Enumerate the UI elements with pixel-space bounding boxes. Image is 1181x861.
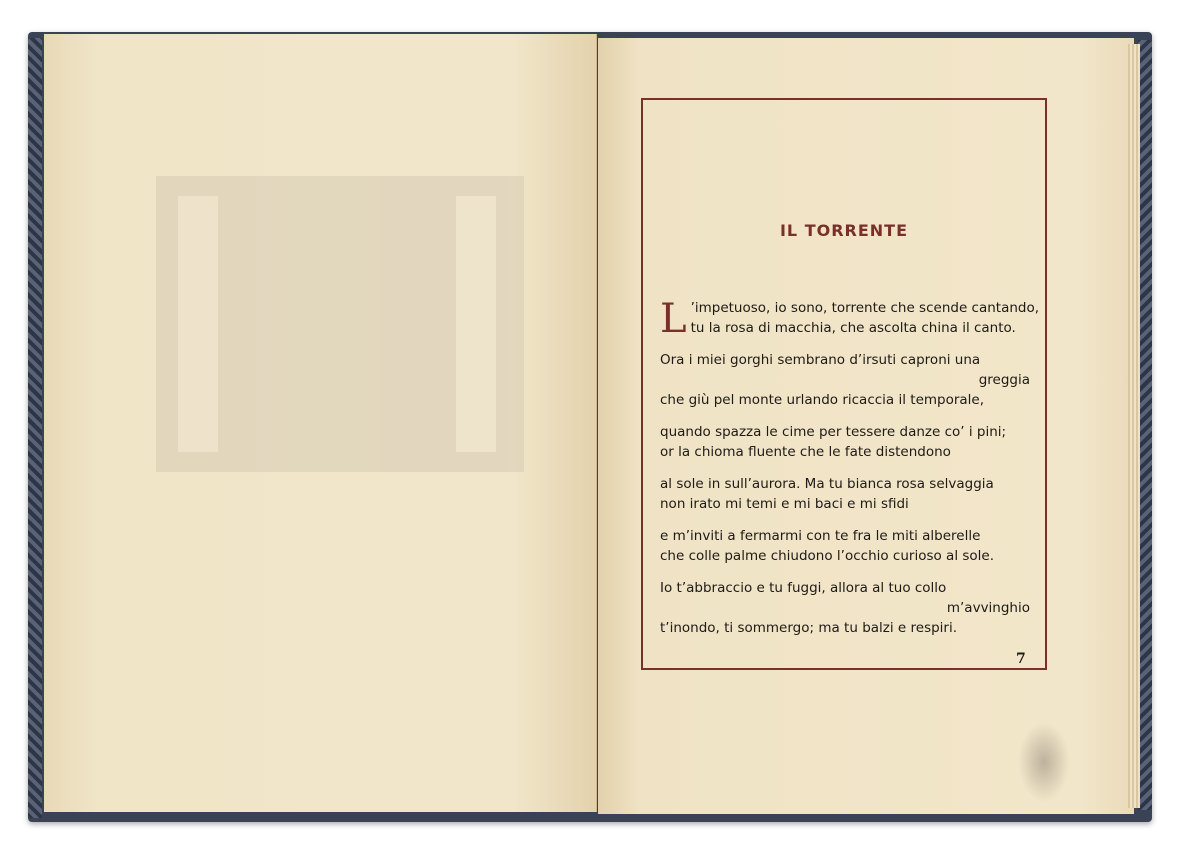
- poem-line: [660, 474, 1030, 494]
- poem-line-text: che giù pel monte urlando ricaccia il temporale,: [660, 392, 985, 408]
- poem-line: [660, 318, 1030, 338]
- poem-body: [660, 296, 1040, 650]
- poem-line-text: che colle palme chiudono l’occhio curioso al sole.: [660, 548, 994, 564]
- poem-line-text: t’inondo, ti sommergo; ma tu balzi e respiri.: [660, 620, 958, 636]
- ghost-column-left: [178, 196, 218, 452]
- poem-line-text: quando spazza le cime per tessere danze co’ i pini;: [660, 424, 1007, 440]
- page-smudge: [1018, 722, 1070, 802]
- poem-line-text: m’avvinghio: [946, 600, 1030, 616]
- poem-line: [660, 390, 1030, 410]
- poem-line: [660, 598, 1030, 618]
- poem-title: IL TORRENTE: [779, 221, 909, 240]
- ghost-column-right: [456, 196, 496, 452]
- poem-line-text: ’impetuoso, io sono, torrente che scende cantando,: [690, 300, 1040, 316]
- poem-line-text: greggia: [978, 372, 1030, 388]
- poem-line-text: Ora i miei gorghi sembrano d’irsuti caproni una: [660, 352, 981, 368]
- poem-line: [660, 618, 1030, 638]
- poem-stanza: [660, 526, 1030, 566]
- page-edges: [1128, 44, 1140, 808]
- poem-line: [660, 442, 1030, 462]
- poem-line: [660, 526, 1030, 546]
- poem-line: [660, 578, 1030, 598]
- poem-line-text: al sole in sull’aurora. Ma tu bianca rosa selvaggia: [660, 476, 994, 492]
- poem-stanza: [660, 474, 1030, 514]
- poem-stanza: [660, 578, 1030, 638]
- drop-cap: L: [660, 296, 687, 342]
- poem-line-text: non irato mi temi e mi baci e mi sfidi: [660, 496, 909, 512]
- poem-line: [660, 422, 1030, 442]
- poem-line-text: tu la rosa di macchia, che ascolta china il canto.: [690, 320, 1016, 336]
- show-through-illustration: [156, 176, 524, 472]
- poem-line: [660, 546, 1030, 566]
- poem-line-text: Io t’abbraccio e tu fuggi, allora al tuo collo: [660, 580, 947, 596]
- poem-stanza: [660, 296, 1040, 342]
- poem-line: [660, 494, 1030, 514]
- cover-edge-left: [28, 38, 42, 818]
- left-page: [44, 34, 597, 812]
- poem-stanza: [660, 422, 1030, 462]
- poem-line: [660, 350, 1030, 370]
- cover-edge-right: [1138, 40, 1152, 810]
- page-number: 7: [1016, 651, 1026, 667]
- poem-line-text: e m’inviti a fermarmi con te fra le miti alberelle: [660, 528, 981, 544]
- poem-line-text: or la chioma fluente che le fate distendono: [660, 444, 951, 460]
- poem-line: [660, 370, 1030, 390]
- poem-stanza: [660, 350, 1030, 410]
